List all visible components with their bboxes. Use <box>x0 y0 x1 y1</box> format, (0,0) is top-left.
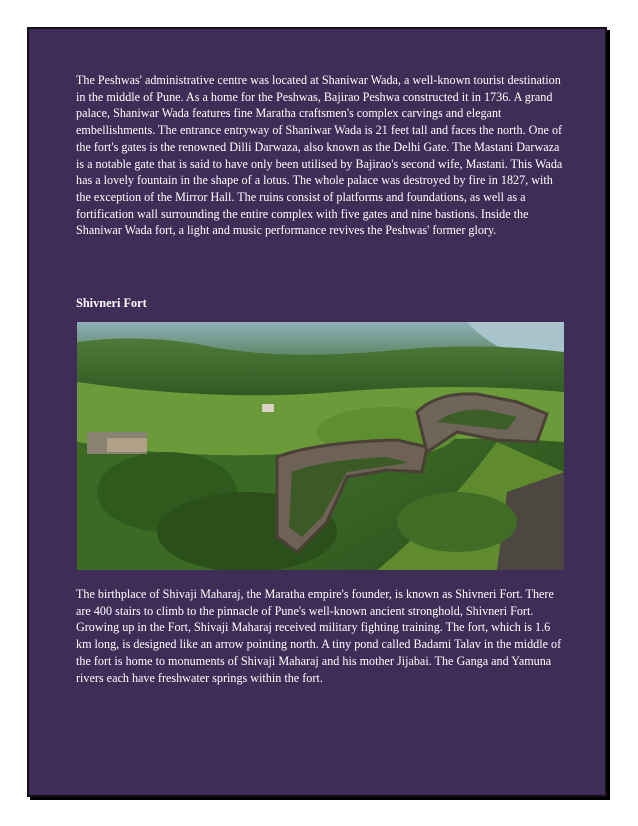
section-heading: Shivneri Fort <box>76 296 147 310</box>
intro-paragraph <box>76 72 564 239</box>
fort-aerial-photo-icon <box>77 322 564 570</box>
fort-photo <box>77 322 564 570</box>
body-paragraph <box>76 586 564 686</box>
body-paragraph-text: The birthplace of Shivaji Maharaj, the Maratha empire's founder, is known as Shivneri Fort. There are 400 stairs to climb to the pinnacle of Pune's well-known ancient stronghold, Shivneri Fort. Growing up in the Fort, Shivaji Maharaj received military fighting training. The fort, which is 1.6 km long, is designed like an arrow pointing north. A tiny pond called Badami Talav in the middle of the fort is home to monuments of Shivaji Maharaj and his mother Jijabai. The Ganga and Yamuna rivers each have freshwater springs within the fort. <box>76 587 562 685</box>
intro-paragraph-text: The Peshwas' administrative centre was located at Shaniwar Wada, a well-known tourist destination in the middle of Pune. As a home for the Peshwas, Bajirao Peshwa constructed it in 1736. A grand palace, Shaniwar Wada features fine Maratha craftsmen's complex carvings and elegant embellishments. The entrance entryway of Shaniwar Wada is 21 feet tall and faces the north. One of the fort's gates is the renowned Dilli Darwaza, also known as the Delhi Gate. The Mastani Darwaza is a notable gate that is said to have only been utilised by Bajirao's second wife, Mastani. This Wada has a lovely fountain in the shape of a lotus. The whole palace was destroyed by fire in 1827, with the exception of the Mirror Hall. The ruins consist of platforms and foundations, as well as a fortification wall surrounding the entire complex with five gates and nine bastions. Inside the Shaniwar Wada fort, a light and music performance revives the Peshwas' former glory. <box>76 73 563 238</box>
